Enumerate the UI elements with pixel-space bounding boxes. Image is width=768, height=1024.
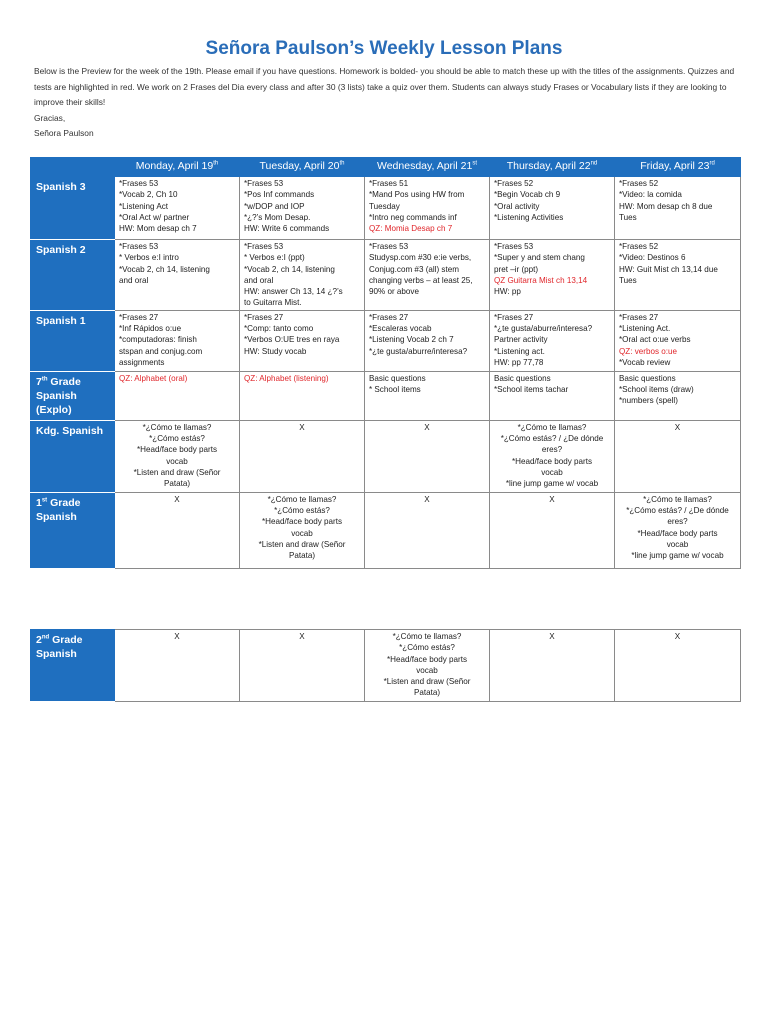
lesson-line: *line jump game w/ vocab xyxy=(505,479,599,489)
class-row xyxy=(31,492,741,568)
class-name xyxy=(31,420,115,492)
lesson-line: *School items (draw) xyxy=(619,385,694,395)
lesson-line: HW: pp xyxy=(494,287,521,297)
class-name xyxy=(31,177,115,240)
class-name xyxy=(31,240,115,311)
lesson-line: *Vocab 2, ch 14, listening xyxy=(119,264,210,274)
lesson-cell xyxy=(365,492,490,568)
lesson-line: Conjug.com #3 (all) stem xyxy=(369,264,459,274)
class-name xyxy=(31,492,115,568)
lesson-cell xyxy=(615,492,741,568)
lesson-line: *Mand Pos using HW from xyxy=(369,190,465,200)
lesson-line: *Frases 52 xyxy=(619,179,659,188)
lesson-line: *Head/face body parts xyxy=(511,456,593,466)
quiz-line: QZ: Alphabet (listening) xyxy=(244,373,329,383)
day-header-2 xyxy=(240,158,365,177)
class-name-rest: Grade Spanish xyxy=(36,496,81,523)
lesson-line: *w/DOP and IOP xyxy=(244,201,305,211)
lesson-line: X xyxy=(549,494,555,504)
day-label: Thursday, April 22 xyxy=(506,160,591,173)
lesson-line: X xyxy=(424,494,430,504)
lesson-cell xyxy=(490,630,615,702)
lesson-cell xyxy=(365,630,490,702)
lesson-line: vocab xyxy=(666,539,689,549)
lesson-cell xyxy=(115,371,240,420)
lesson-cell xyxy=(240,492,365,568)
lesson-cell xyxy=(240,240,365,311)
lesson-cell xyxy=(115,177,240,240)
class-name-text: 1 xyxy=(36,496,42,509)
lesson-line: *Vocab 2, Ch 10 xyxy=(119,190,178,200)
class-name xyxy=(31,630,115,702)
class-name-text: 2 xyxy=(36,634,42,646)
lesson-line: X xyxy=(549,632,555,641)
class-name-text: Kdg. Spanish xyxy=(36,424,104,437)
day-suffix: rd xyxy=(709,160,715,167)
lesson-line: *Inf Rápidos o:ue xyxy=(119,324,182,334)
lesson-line: *Listening Act. xyxy=(619,324,671,334)
lesson-line: Tues xyxy=(619,212,637,222)
lesson-line: *Head/face body parts xyxy=(136,445,218,455)
lesson-line: X xyxy=(174,632,180,641)
class-name-text: Spanish 3 xyxy=(36,181,86,193)
lesson-line: vocab xyxy=(291,528,313,538)
lesson-line: *Listening act. xyxy=(494,346,545,356)
lesson-line: *Frases 27 xyxy=(369,312,409,322)
lesson-line: *Listen and draw (Señor xyxy=(258,539,346,549)
lesson-cell xyxy=(115,630,240,702)
lesson-line: *School items tachar xyxy=(494,385,569,395)
lesson-line: X xyxy=(674,422,681,432)
day-label: Tuesday, April 20 xyxy=(259,160,340,173)
lesson-line: *Frases 27 xyxy=(619,312,659,322)
lesson-line: vocab xyxy=(166,456,188,466)
lesson-line: Patata) xyxy=(288,551,316,561)
class-row xyxy=(31,310,741,371)
lesson-cell xyxy=(365,420,490,492)
lesson-line: *Listen and draw (Señor xyxy=(133,467,221,477)
lesson-line: *¿Cómo te llamas? xyxy=(392,632,462,641)
lesson-cell xyxy=(490,371,615,420)
lesson-line: *Oral activity xyxy=(494,201,540,211)
lesson-cell xyxy=(490,492,615,568)
intro-paragraph: Below is the Preview for the week of the 19th. Please email if you have questions. Homework is bolded- you should be able to match these up with the titles of the assignments. Quizzes and tests are highlighted in red. We work on 2 Frases del Dia every class and after 30 (3 lists) take a quiz over them. Students can always study Frases or Vocabulary lists if they are looking to improve their skills! xyxy=(34,66,735,107)
day-header-row xyxy=(31,158,741,177)
lesson-cell xyxy=(615,310,741,371)
lesson-line: *¿te gusta/aburre/interesa? xyxy=(369,346,468,356)
lesson-line: HW: Study vocab xyxy=(244,346,307,356)
lesson-line: Patata) xyxy=(163,479,191,489)
lesson-line: *Head/face body parts xyxy=(386,654,468,664)
lesson-cell xyxy=(240,177,365,240)
day-suffix: th xyxy=(213,160,219,167)
lesson-line: *Head/face body parts xyxy=(261,517,343,527)
class-name xyxy=(31,371,115,420)
signature: Señora Paulson xyxy=(34,128,94,138)
lesson-line: *Begin Vocab ch 9 xyxy=(494,190,561,200)
lesson-cell xyxy=(490,310,615,371)
lesson-line: changing verbs – at least 25, xyxy=(369,275,473,285)
lesson-line: *Intro neg commands inf xyxy=(369,212,457,222)
lesson-line: *Super y and stem chang xyxy=(494,253,585,263)
lesson-line: * Verbos e:I intro xyxy=(119,253,179,263)
lesson-line: Basic questions xyxy=(619,373,676,383)
lesson-line: *Verbos O:UE tres en raya xyxy=(244,335,340,345)
lesson-plan-table xyxy=(30,157,741,569)
lesson-line: *¿Cómo te llamas? xyxy=(643,494,712,504)
lesson-line: Studysp.com #30 e:ie verbs, xyxy=(369,253,472,263)
lesson-line: *line jump game w/ vocab xyxy=(631,551,724,561)
lesson-cell xyxy=(365,310,490,371)
lesson-line: *¿?’s Mom Desap. xyxy=(244,212,311,222)
lesson-line: *Video: la comida xyxy=(619,190,682,200)
lesson-line: X xyxy=(299,422,305,432)
class-name-suffix: st xyxy=(41,497,48,504)
lesson-cell xyxy=(240,371,365,420)
lesson-line: to Guitarra Mist. xyxy=(244,298,302,308)
class-row xyxy=(31,240,741,311)
lesson-line: eres? xyxy=(667,517,688,527)
lesson-cell xyxy=(115,492,240,568)
lesson-cell xyxy=(365,177,490,240)
lesson-line: X xyxy=(424,422,430,432)
lesson-line: Patata) xyxy=(413,688,441,698)
lesson-line: *Head/face body parts xyxy=(637,528,718,538)
quiz-line: QZ: Alphabet (oral) xyxy=(119,373,188,383)
lesson-line: vocab xyxy=(416,665,438,675)
lesson-line: HW: Write 6 commands xyxy=(244,224,330,234)
day-suffix: nd xyxy=(590,160,598,167)
lesson-line: *Comp: tanto como xyxy=(244,324,314,334)
day-header-1 xyxy=(115,158,240,177)
class-name-text: Spanish 1 xyxy=(36,314,86,327)
lesson-line: HW: Guit Mist ch 13,14 due xyxy=(619,264,718,274)
lesson-line: *¿Cómo te llamas? xyxy=(142,422,212,432)
lesson-line: *Frases 27 xyxy=(244,312,284,322)
class-row xyxy=(31,371,741,420)
lesson-line: HW: pp 77,78 xyxy=(494,357,544,367)
lesson-plan-table-continued xyxy=(30,629,741,702)
day-label: Wednesday, April 21 xyxy=(376,160,473,173)
day-label: Monday, April 19 xyxy=(135,160,214,173)
lesson-line: *¿Cómo te llamas? xyxy=(267,494,337,504)
lesson-line: *Listening Vocab 2 ch 7 xyxy=(369,335,454,345)
lesson-line: *numbers (spell) xyxy=(619,396,678,406)
lesson-line: HW: Mom desap ch 7 xyxy=(119,224,197,234)
lesson-line: *Listening Act xyxy=(119,201,169,211)
class-row xyxy=(31,630,741,702)
lesson-line: *computadoras: finish xyxy=(119,335,197,345)
day-header-5 xyxy=(615,158,741,177)
lesson-cell xyxy=(615,371,741,420)
class-row xyxy=(31,420,741,492)
lesson-line: *Vocab 2, ch 14, listening xyxy=(244,264,335,274)
lesson-line: *Frases 52 xyxy=(619,242,659,251)
lesson-line: *¿Cómo te llamas? xyxy=(517,422,587,432)
quiz-line: QZ: Momia Desap ch 7 xyxy=(369,224,453,234)
class-row xyxy=(31,177,741,240)
lesson-cell xyxy=(490,420,615,492)
lesson-line: *Frases 53 xyxy=(244,242,284,251)
lesson-line: Basic questions xyxy=(494,373,551,383)
lesson-line: *¿Cómo estás? xyxy=(399,643,455,653)
lesson-line: Partner activity xyxy=(494,335,548,345)
lesson-line: Basic questions xyxy=(369,373,426,383)
lesson-cell xyxy=(615,630,741,702)
day-header-4 xyxy=(490,158,615,177)
class-name-suffix: nd xyxy=(41,634,50,641)
lesson-line: *Frases 53 xyxy=(494,242,534,251)
lesson-line: *Oral act o:ue verbs xyxy=(619,335,691,345)
day-suffix: th xyxy=(339,160,345,167)
lesson-line: *Pos Inf commands xyxy=(244,190,315,200)
lesson-line: vocab xyxy=(541,467,563,477)
lesson-line: HW: answer Ch 13, 14 ¿?’s xyxy=(244,287,343,297)
lesson-cell xyxy=(115,240,240,311)
lesson-cell xyxy=(115,310,240,371)
day-suffix: st xyxy=(472,160,477,167)
class-name-rest: Grade Spanish (Explo) xyxy=(36,375,81,416)
lesson-line: X xyxy=(299,632,305,641)
lesson-line: assignments xyxy=(119,357,165,367)
lesson-line: *Frases 53 xyxy=(369,242,409,251)
lesson-line: *Frases 51 xyxy=(369,179,409,188)
lesson-cell xyxy=(615,177,741,240)
lesson-line: *¿Cómo estás? / ¿De dónde xyxy=(500,434,604,444)
lesson-cell xyxy=(240,310,365,371)
lesson-line: pret –ir (ppt) xyxy=(494,264,539,274)
lesson-cell xyxy=(490,240,615,311)
lesson-line: *Escaleras vocab xyxy=(369,324,432,334)
lesson-cell xyxy=(365,371,490,420)
day-label: Friday, April 23 xyxy=(640,160,710,173)
lesson-line: *Vocab review xyxy=(619,357,671,367)
lesson-line: *Video: Destinos 6 xyxy=(619,253,686,263)
lesson-line: *Oral Act w/ partner xyxy=(119,212,190,222)
lesson-cell xyxy=(365,240,490,311)
lesson-line: 90% or above xyxy=(369,287,419,297)
page-title: Señora Paulson’s Weekly Lesson Plans xyxy=(205,38,563,59)
lesson-cell xyxy=(490,177,615,240)
lesson-line: Tues xyxy=(619,275,637,285)
lesson-line: *Frases 53 xyxy=(119,242,159,251)
lesson-line: *Frases 27 xyxy=(119,312,159,322)
class-name-suffix: th xyxy=(41,376,48,383)
lesson-line: eres? xyxy=(541,445,563,455)
intro-text xyxy=(34,64,746,142)
lesson-line: *¿te gusta/aburre/interesa? xyxy=(494,324,593,334)
lesson-cell xyxy=(615,240,741,311)
lesson-cell xyxy=(115,420,240,492)
class-name-rest: Grade Spanish xyxy=(36,634,83,660)
lesson-line: *Listening Activities xyxy=(494,212,564,222)
lesson-line: *¿Cómo estás? xyxy=(274,506,330,516)
lesson-line: * School items xyxy=(369,385,421,395)
lesson-line: *Frases 53 xyxy=(119,179,159,188)
lesson-line: X xyxy=(174,494,180,504)
lesson-line: stspan and conjug.com xyxy=(119,346,203,356)
corner-cell xyxy=(31,158,115,177)
lesson-cell xyxy=(240,420,365,492)
lesson-line: * Verbos e:I (ppt) xyxy=(244,253,305,263)
lesson-line: *¿Cómo estás? / ¿De dónde xyxy=(626,506,729,516)
lesson-cell xyxy=(615,420,741,492)
lesson-line: HW: Mom desap ch 8 due xyxy=(619,201,713,211)
class-name-text: Spanish 2 xyxy=(36,244,86,256)
class-name-text: 7 xyxy=(36,375,42,388)
lesson-line: *Frases 53 xyxy=(244,179,284,188)
lesson-line: Tuesday xyxy=(369,201,400,211)
lesson-line: and oral xyxy=(244,275,274,285)
lesson-line: *Frases 52 xyxy=(494,179,534,188)
lesson-line: *Frases 27 xyxy=(494,312,534,322)
lesson-line: *¿Cómo estás? xyxy=(149,434,205,444)
class-name xyxy=(31,310,115,371)
lesson-line: *Listen and draw (Señor xyxy=(383,677,471,687)
greeting: Gracias, xyxy=(34,112,66,123)
day-header-3 xyxy=(365,158,490,177)
lesson-cell xyxy=(240,630,365,702)
lesson-line: X xyxy=(674,632,681,641)
quiz-line: QZ: verbos o:ue xyxy=(619,346,678,356)
quiz-line: QZ Guitarra Mist ch 13,14 xyxy=(494,275,588,285)
lesson-line: and oral xyxy=(119,275,149,285)
